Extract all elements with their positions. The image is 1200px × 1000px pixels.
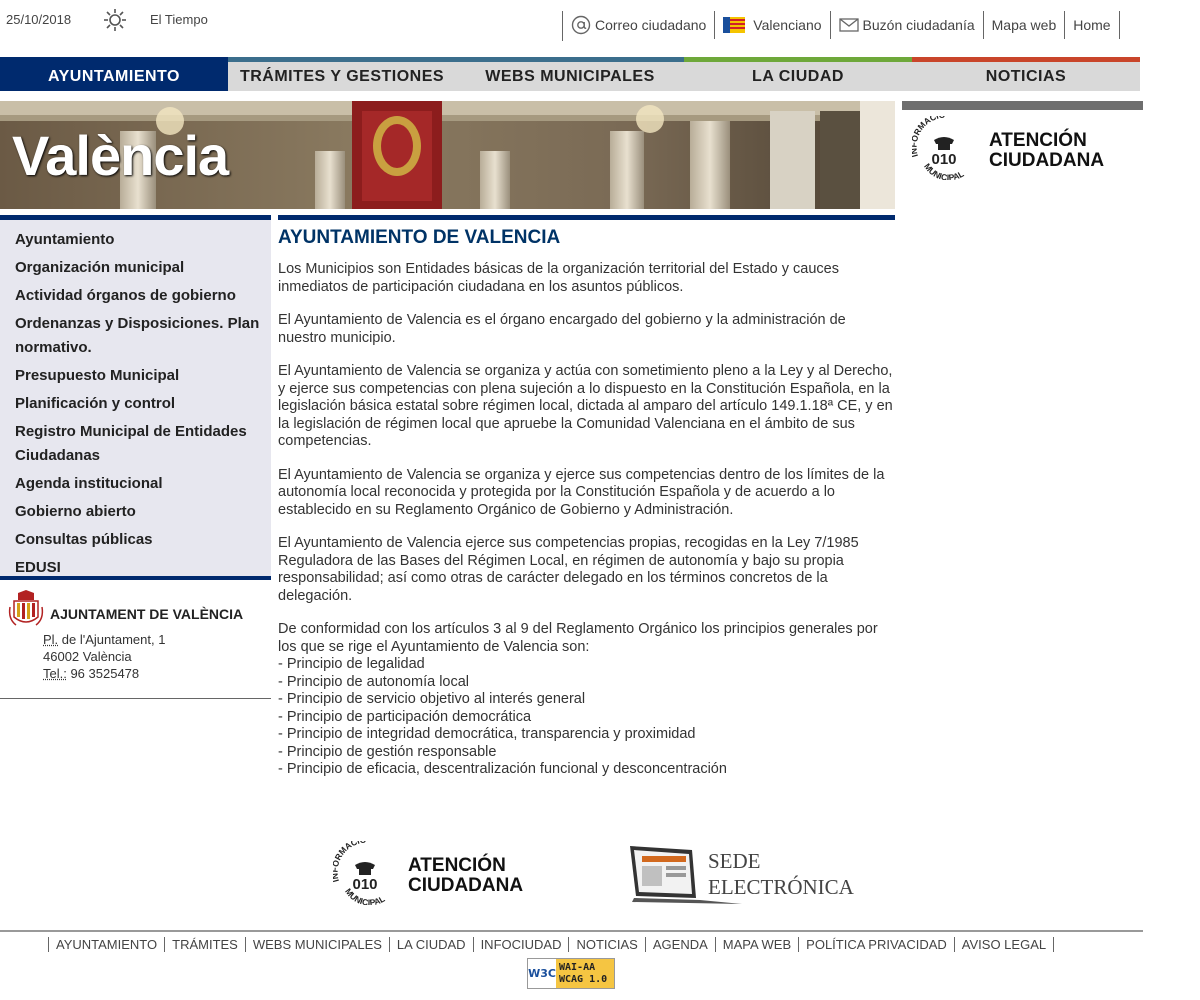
w3c-logo: W3C <box>528 959 556 988</box>
mapa-web-link[interactable] <box>984 11 1066 39</box>
sidebar-item-organizacion[interactable]: Organización municipal <box>15 259 185 276</box>
atencion-line2: CIUDADANA <box>408 875 524 896</box>
footer-link-agenda[interactable]: AGENDA <box>645 937 715 952</box>
list-item: - Principio de legalidad <box>278 656 425 672</box>
sidebar-item-gobierno-abierto[interactable]: Gobierno abierto <box>15 503 136 520</box>
paragraph-4: El Ayuntamiento de Valencia se organiza y ejerce sus competencias dentro de los límites de la autonomía local reconocida y protegida por la Constitución Española y de acuerdo a lo establecido en su Reglamento Orgánico de Gobierno y Administración. <box>278 466 885 518</box>
footer-link-la-ciudad[interactable]: LA CIUDAD <box>389 937 473 952</box>
list-item: - Principio de servicio objetivo al interés general <box>278 691 586 707</box>
atencion-ciudadana-logo[interactable] <box>912 116 1117 185</box>
sede-electronica-link[interactable] <box>626 842 866 913</box>
footer-link-infociudad[interactable]: INFOCIUDAD <box>473 937 569 952</box>
footer-link-tramites[interactable]: TRÁMITES <box>164 937 245 952</box>
tel-number: 96 3525478 <box>66 666 140 681</box>
page-title: AYUNTAMIENTO DE VALENCIA <box>278 227 561 248</box>
list-item: - Principio de gestión responsable <box>278 743 497 760</box>
footer-link-mapa-web[interactable]: MAPA WEB <box>715 937 798 952</box>
paragraph-6: De conformidad con los artículos 3 al 9 del Reglamento Orgánico los principios generales por los que se rige el Ayuntamiento de Valencia son: <box>278 621 878 655</box>
badge-number: 010 <box>352 876 378 893</box>
paragraph-1: Los Municipios son Entidades básicas de la organización territorial del Estado y cauces inmediatos de participación ciudadana en los asuntos públicos. <box>278 261 839 295</box>
home-label: Home <box>1073 17 1111 33</box>
wai-text <box>556 959 614 988</box>
principles-list <box>278 656 895 779</box>
address-city: 46002 València <box>43 649 132 664</box>
mail-icon <box>839 18 859 32</box>
wai-line2: WCAG 1.0 <box>559 973 608 985</box>
header-banner <box>0 101 895 209</box>
weather-link[interactable]: El Tiempo <box>150 12 208 27</box>
sidebar-item-presupuesto[interactable]: Presupuesto Municipal <box>15 367 180 384</box>
laptop-icon <box>626 842 866 908</box>
tab-ayuntamiento[interactable]: AYUNTAMIENTO <box>0 57 228 91</box>
home-link[interactable] <box>1065 11 1119 39</box>
buzon-ciudadania-label: Buzón ciudadanía <box>862 17 975 33</box>
wai-line1: WAI-AA <box>559 961 596 973</box>
correo-ciudadano-link[interactable] <box>563 11 715 39</box>
badge-bottom-text: MUNICIPAL <box>922 161 966 180</box>
utility-links <box>562 11 1120 41</box>
atencion-line2: CIUDADANA <box>989 150 1105 171</box>
mapa-web-label: Mapa web <box>991 17 1057 33</box>
tel-abbr: Tel.: <box>43 666 67 681</box>
content-top-rule <box>278 215 895 220</box>
footer-link-webs-municipales[interactable]: WEBS MUNICIPALES <box>245 937 389 952</box>
list-item: - Principio de participación democrática <box>278 708 532 725</box>
sidebar-item-edusi[interactable]: EDUSI <box>15 559 61 576</box>
wai-aa-badge[interactable] <box>527 958 615 989</box>
tab-webs-municipales[interactable]: WEBS MUNICIPALES <box>456 57 684 91</box>
sidebar-item-actividad[interactable]: Actividad órganos de gobierno <box>15 287 236 304</box>
buzon-ciudadania-link[interactable] <box>831 11 984 39</box>
ajuntament-name: AJUNTAMENT DE VALÈNCIA <box>50 606 244 622</box>
sidebar-item-ordenanzas[interactable]: Ordenanzas y Disposiciones. Plan normativo. <box>15 315 260 356</box>
sede-line1: SEDE <box>708 849 761 873</box>
correo-ciudadano-label: Correo ciudadano <box>595 17 707 33</box>
valenciano-link[interactable] <box>715 11 830 39</box>
atencion-line1: ATENCIÓN <box>989 130 1087 151</box>
footer-link-aviso-legal[interactable]: AVISO LEGAL <box>954 937 1054 952</box>
valenciano-label: Valenciano <box>753 17 822 33</box>
paragraph-5: El Ayuntamiento de Valencia ejerce sus competencias propias, recogidas en la Ley 7/1985 Reguladora de las Bases del Régimen Local, en régimen de autonomía y bajo su propia responsabilidad; así como otras de carácter delegado en los términos concretos de la delegación. <box>278 535 859 604</box>
list-item: - Principio de eficacia, descentralización funcional y desconcentración <box>278 761 727 777</box>
phone-010-icon <box>912 116 1117 180</box>
badge-top-text: RMAC <box>333 841 359 862</box>
paragraph-3: El Ayuntamiento de Valencia se organiza y actúa con sometimiento pleno a la Ley y al Derecho, y ejerce sus competencias con plena sujeción a lo dispuesto en la Constitución Española, en la legislación básica estatal sobre régimen local, dictada al amparo del artículo 149.1.18ª CE, y en la legislación de régimen local que apruebe la Comunidad Valenciana en el ámbito de sus competencias. <box>278 363 893 449</box>
street-abbr: Pl. <box>43 632 59 647</box>
atencion-line1: ATENCIÓN <box>408 855 506 876</box>
banner-title: València <box>12 124 229 187</box>
sidebar-item-agenda[interactable]: Agenda institucional <box>15 475 163 492</box>
footer-link-noticias[interactable]: NOTICIAS <box>568 937 644 952</box>
footer-link-ayuntamiento[interactable]: AYUNTAMIENTO <box>48 937 164 952</box>
atencion-ciudadana-bottom-logo[interactable] <box>333 841 538 910</box>
flag-icon <box>723 17 745 33</box>
tab-la-ciudad[interactable]: LA CIUDAD <box>684 57 912 91</box>
paragraph-2: El Ayuntamiento de Valencia es el órgano encargado del gobierno y la administración de nuestro municipio. <box>278 312 846 346</box>
top-bar <box>0 0 1200 50</box>
address-phone <box>43 666 139 681</box>
sun-icon[interactable] <box>103 8 127 32</box>
footer-links <box>48 937 1054 952</box>
sidebar-menu <box>0 215 271 580</box>
badge-top-text: RMAC <box>912 116 938 137</box>
sidebar-item-registro[interactable]: Registro Municipal de Entidades Ciudadanas <box>15 423 247 464</box>
sidebar-item-ayuntamiento[interactable]: Ayuntamiento <box>15 231 115 248</box>
list-item: - Principio de integridad democrática, transparencia y proximidad <box>278 726 696 742</box>
sidebar-item-planificacion[interactable]: Planificación y control <box>15 395 176 412</box>
footer-link-politica-privacidad[interactable]: POLÍTICA PRIVACIDAD <box>798 937 954 952</box>
contact-address <box>0 585 271 699</box>
tab-tramites-gestiones[interactable]: TRÁMITES Y GESTIONES <box>228 57 456 91</box>
at-icon <box>571 15 591 35</box>
street-text: de l'Ajuntament, 1 <box>58 632 166 647</box>
coat-of-arms-icon <box>6 589 46 631</box>
badge-bottom-text: MUNICIPAL <box>343 886 387 905</box>
sidebar-item-consultas[interactable]: Consultas públicas <box>15 531 153 548</box>
badge-number: 010 <box>931 151 957 168</box>
main-navigation <box>0 57 1140 91</box>
sede-line2: ELECTRÓNICA <box>708 875 854 899</box>
current-date: 25/10/2018 <box>6 12 72 27</box>
phone-010-icon <box>333 841 538 905</box>
footer-divider <box>0 930 1143 932</box>
address-street <box>43 632 165 647</box>
main-content <box>278 227 895 779</box>
tab-noticias[interactable]: NOTICIAS <box>912 57 1140 91</box>
right-column-bar <box>902 101 1143 110</box>
list-item: - Principio de autonomía local <box>278 673 470 690</box>
